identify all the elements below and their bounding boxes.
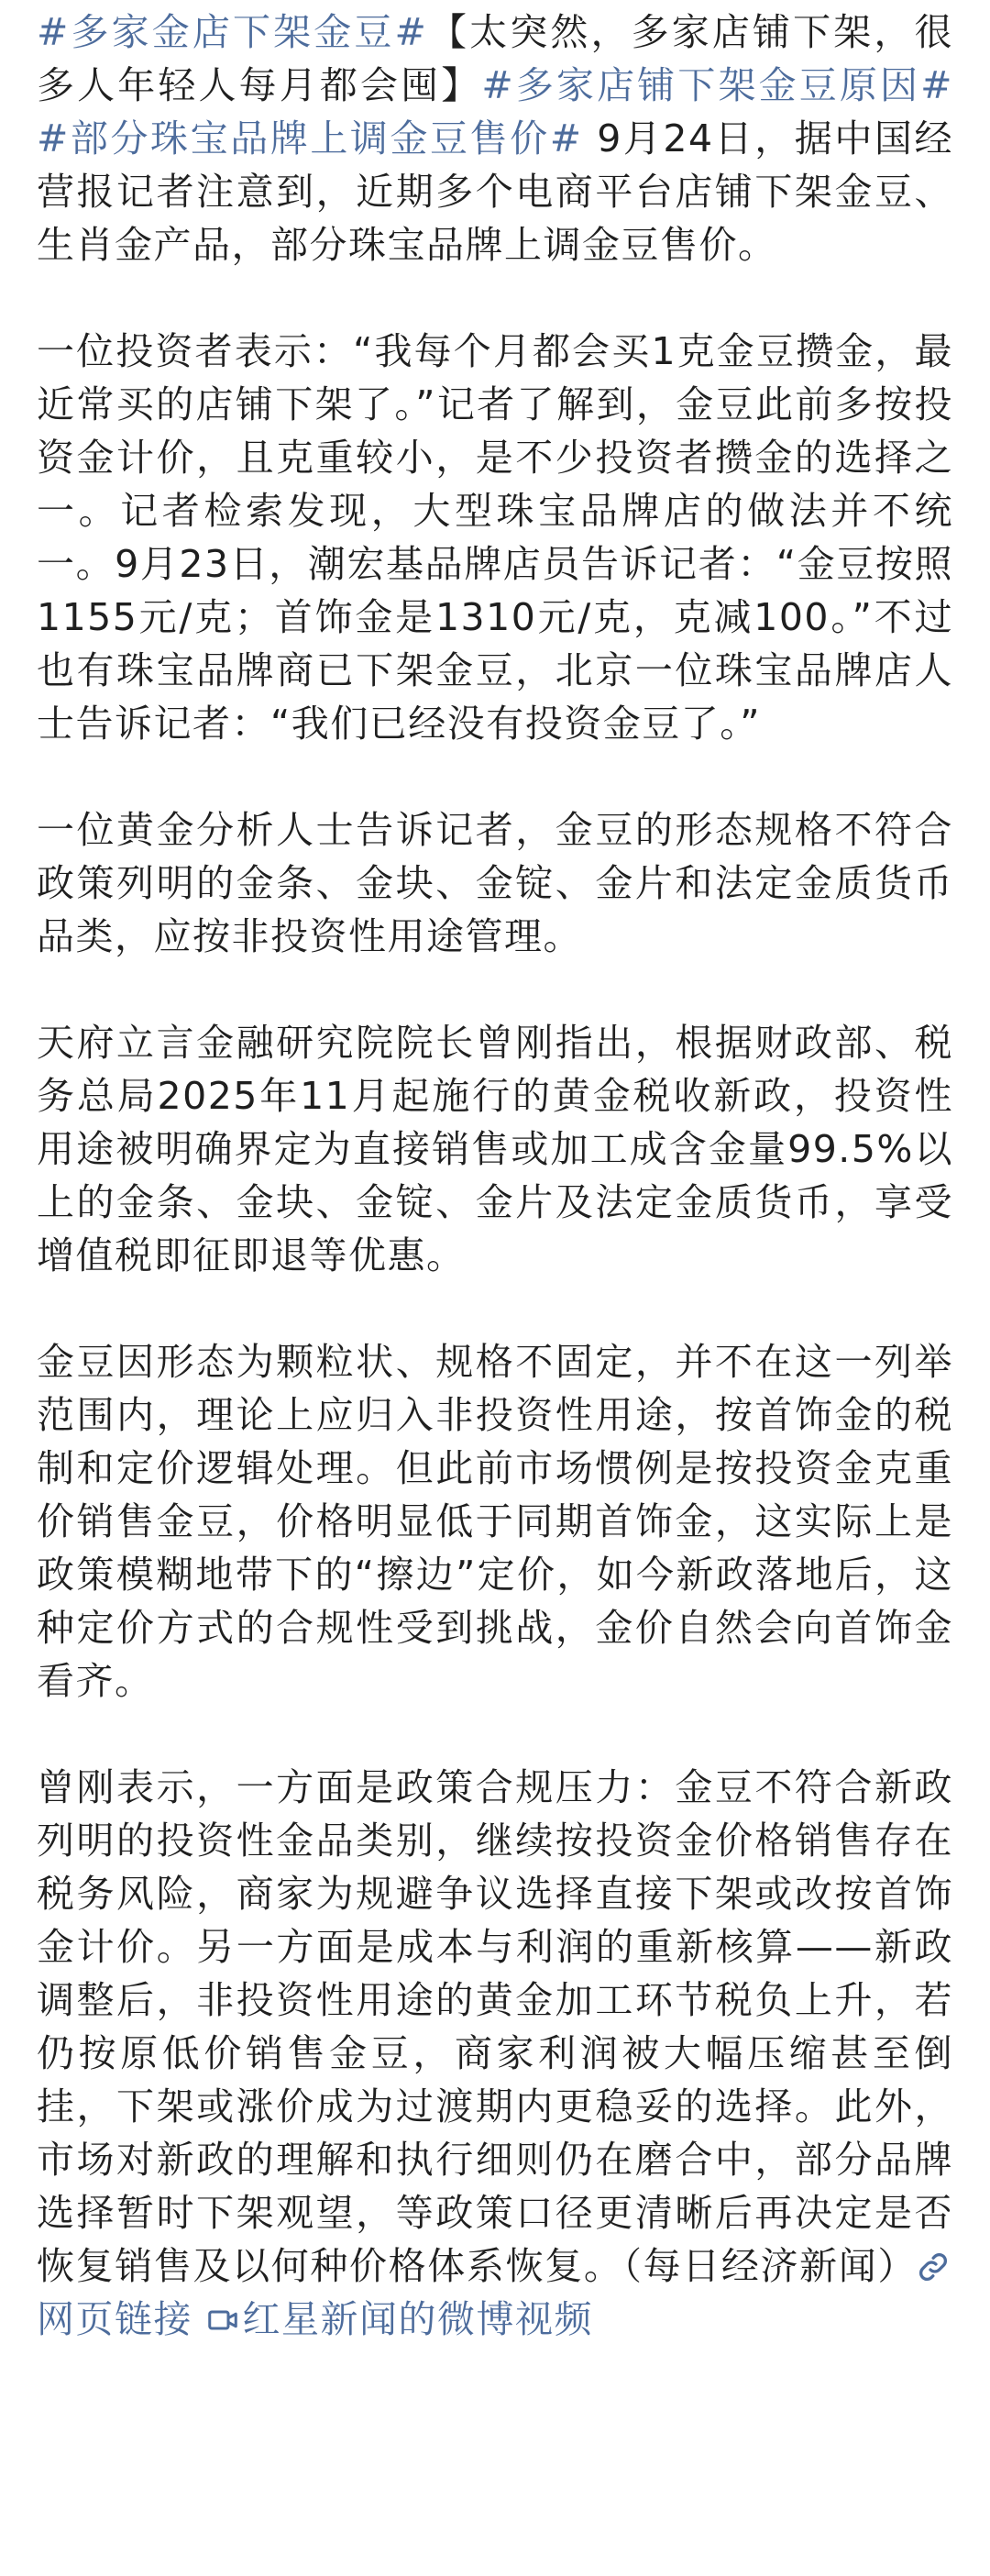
paragraph-2: 一位投资者表示：“我每个月都会买1克金豆攒金，最近常买的店铺下架了。”记者了解到，金豆此前多按投资金计价，且克重较小，是不少投资者攒金的选择之一。记者检索发现，大型珠宝品牌店的做法并不统一。9月23日，潮宏基品牌店员告诉记者：“金豆按照1155元/克；首饰金是1310元/克，克减100。”不过也有珠宝品牌商已下架金豆，北京一位珠宝品牌店人士告诉记者：“我们已经没有投资金豆了。”: [37, 329, 953, 746]
web-link-label: 网页链接: [37, 2297, 192, 2341]
paragraph-text: 曾刚表示，一方面是政策合规压力：金豆不符合新政列明的投资性金品类别，继续按投资金价格销售存在税务风险，商家为规避争议选择直接下架或改按首饰金计价。另一方面是成本与利润的重新核算——新政调整后，非投资性用途的黄金加工环节税负上升，若仍按原低价销售金豆，商家利润被大幅压缩甚至倒挂，下架或涨价成为过渡期内更稳妥的选择。此外，市场对新政的理解和执行细则仍在磨合中，部分品牌选择暂时下架观望，等政策口径更清晰后再决定是否恢复销售及以何种价格体系恢复。（每日经济新闻）: [37, 1765, 953, 2288]
paragraph-1: [37, 6, 953, 271]
paragraph-3: 一位黄金分析人士告诉记者，金豆的形态规格不符合政策列明的金条、金块、金锭、金片和法定金质货币品类，应按非投资性用途管理。: [37, 808, 953, 958]
hashtag-link[interactable]: #部分珠宝品牌上调金豆售价#: [37, 116, 583, 160]
paragraph-4: 天府立言金融研究院院长曾刚指出，根据财政部、税务总局2025年11月起施行的黄金税收新政，投资性用途被明确界定为直接销售或加工成含金量99.5%以上的金条、金块、金锭、金片及法定金质货币，享受增值税即征即退等优惠。: [37, 1021, 953, 1277]
hashtag-link[interactable]: #多家店铺下架金豆原因#: [481, 63, 953, 107]
hashtag-link[interactable]: #多家金店下架金豆#: [37, 10, 428, 54]
video-link[interactable]: [206, 2297, 594, 2341]
post-body: [37, 6, 953, 2346]
paragraph-text: 9月24日，据中国经营报记者注意到，近期多个电商平台店铺下架金豆、生肖金产品，部分珠宝品牌上调金豆售价。: [37, 116, 953, 267]
paragraph-6: [37, 1761, 953, 2346]
link-icon: [917, 2250, 950, 2283]
video-link-label: 红星新闻的微博视频: [242, 2297, 594, 2341]
headline-text: 【太突然，多家店铺下架，很多人年轻人每月都会囤】: [37, 10, 954, 107]
paragraph-5: 金豆因形态为颗粒状、规格不固定，并不在这一列举范围内，理论上应归入非投资性用途，按首饰金的税制和定价逻辑处理。但此前市场惯例是按投资金克重价销售金豆，价格明显低于同期首饰金，这实际上是政策模糊地带下的“擦边”定价，如今新政落地后，这种定价方式的合规性受到挑战，金价自然会向首饰金看齐。: [37, 1340, 953, 1703]
video-icon: [206, 2304, 239, 2337]
